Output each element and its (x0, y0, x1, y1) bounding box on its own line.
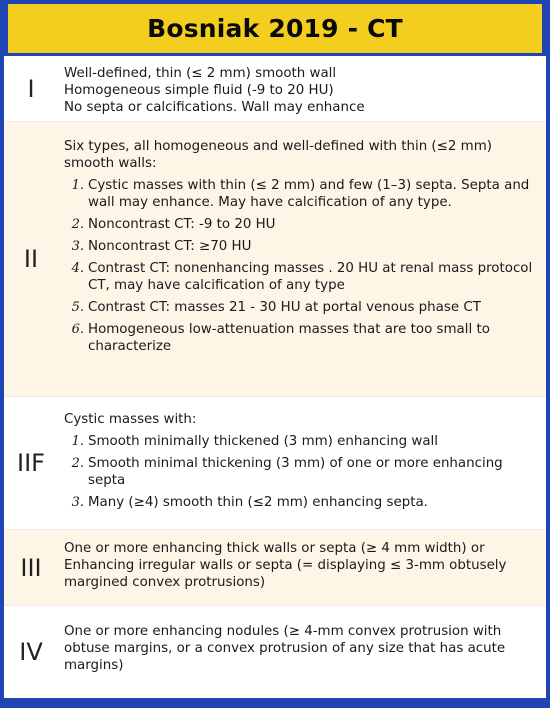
table-row-class-i (4, 56, 546, 122)
item-number: 2. (71, 217, 84, 232)
class-label: II (23, 245, 39, 273)
description-line: No septa or calcifications. Wall may enhance (64, 100, 365, 115)
table-title: Bosniak 2019 - CT (147, 14, 403, 43)
item-text: Homogeneous low-attenuation masses that are too small to characterize (88, 322, 490, 354)
item-text: Smooth minimal thickening (3 mm) of one or more enhancing septa (88, 456, 503, 488)
item-text: Cystic masses with thin (≤ 2 mm) and few (1–3) septa. Septa and wall may enhance. May have calcification of any type. (88, 178, 530, 210)
description-intro: Six types, all homogeneous and well-defined with thin (≤2 mm) smooth walls: (64, 139, 492, 171)
item-number: 3. (71, 239, 84, 254)
class-description (58, 530, 546, 605)
class-label: IIF (17, 449, 45, 477)
item-number: 1. (71, 434, 84, 449)
item-text: Noncontrast CT: -9 to 20 HU (88, 217, 276, 232)
list-item (64, 321, 538, 355)
class-label: I (27, 74, 35, 103)
item-text: Contrast CT: nonenhancing masses . 20 HU at renal mass protocol CT, may have calcification of any type (88, 261, 533, 293)
item-number: 6. (71, 322, 84, 337)
classification-table (4, 56, 546, 698)
table-row-class-ii (4, 122, 546, 397)
list-item (64, 260, 538, 294)
item-number: 3. (71, 495, 84, 510)
item-number: 5. (71, 300, 84, 315)
description-line: Well-defined, thin (≤ 2 mm) smooth wall (64, 66, 337, 81)
item-text: Smooth minimally thickened (3 mm) enhancing wall (88, 434, 438, 449)
list-item (64, 216, 538, 233)
table-row-class-iif (4, 397, 546, 530)
description-text: One or more enhancing nodules (≥ 4-mm convex protrusion with obtuse margins, or a convex protrusion of any size that has acute margins) (64, 624, 506, 673)
class-description (58, 397, 546, 529)
list-item (64, 238, 538, 255)
list-item (64, 494, 538, 511)
description-line: Homogeneous simple fluid (-9 to 20 HU) (64, 83, 334, 98)
table-row-class-iv (4, 606, 546, 698)
list-item (64, 177, 538, 211)
class-label: IV (19, 638, 43, 666)
item-number: 2. (71, 456, 84, 471)
item-number: 4. (71, 261, 84, 276)
table-header (4, 0, 546, 56)
list-item (64, 299, 538, 316)
item-text: Contrast CT: masses 21 - 30 HU at portal venous phase CT (88, 300, 481, 315)
item-number: 1. (71, 178, 84, 193)
class-description (58, 122, 546, 396)
list-item (64, 433, 538, 450)
class-label: III (20, 553, 42, 582)
class-description (58, 56, 546, 121)
item-text: Noncontrast CT: ≥70 HU (88, 239, 252, 254)
class-description (58, 606, 546, 698)
description-intro: Cystic masses with: (64, 412, 197, 427)
list-item (64, 455, 538, 489)
item-text: Many (≥4) smooth thin (≤2 mm) enhancing septa. (88, 495, 428, 510)
table-row-class-iii (4, 530, 546, 606)
description-text: One or more enhancing thick walls or septa (≥ 4 mm width) or Enhancing irregular walls or septa (= displaying ≤ 3-mm obtusely margined convex protrusions) (64, 541, 507, 590)
